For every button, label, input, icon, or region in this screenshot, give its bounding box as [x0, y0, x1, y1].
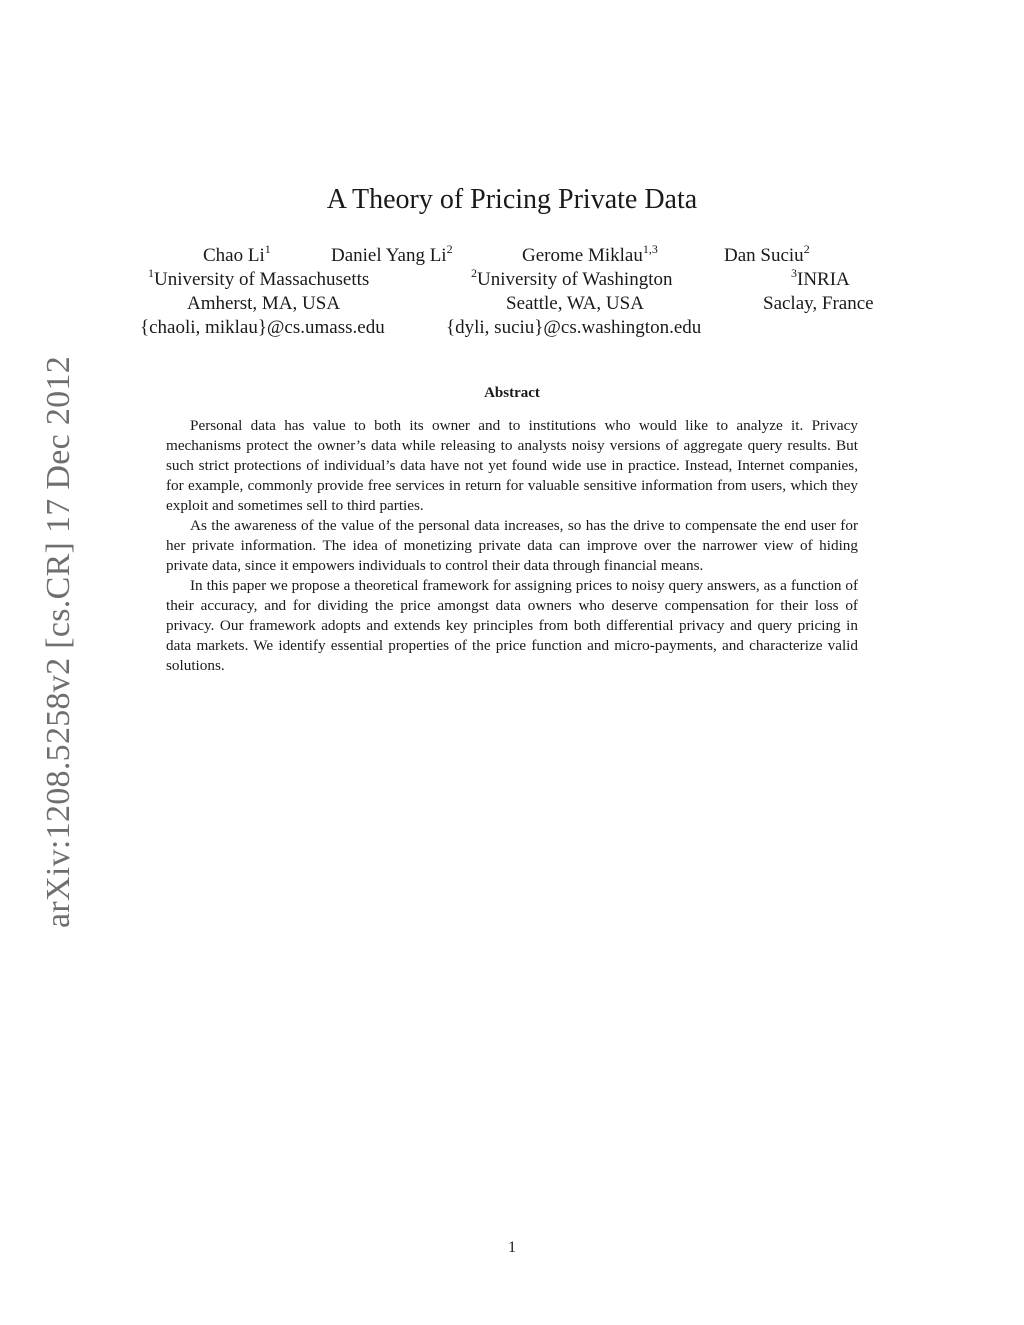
arxiv-identifier: arXiv:1208.5258v2 [cs.CR] 17 Dec 2012 — [40, 355, 77, 928]
author-1: Chao Li$^1$ — [203, 242, 271, 266]
page-number: 1 — [508, 1239, 516, 1256]
abstract-heading: Abstract — [484, 385, 540, 401]
author-2: Daniel Yang Li$^2$ — [331, 242, 453, 266]
author-4: Dan Suciu$^2$ — [724, 242, 810, 266]
abstract-paragraph: Personal data has value to both its owner and to institutions who would like to analyze it. Privacy mechanisms protect the owner’s data while releasing to analysts noisy versions of aggregate query results. But such strict protections of individual’s data have not yet found wide use in practice. Instead, Internet companies, for example, commonly provide free services in return for valuable sensitive information from users, which they exploit and sometimes sell to third parties. — [166, 417, 858, 514]
affiliation-2-email: {dyli, suciu}@cs.washington.edu — [446, 317, 702, 338]
abstract-paragraph: As the awareness of the value of the personal data increases, so has the drive to compensate the end user for her private information. The idea of monetizing private data can improve over the narrower view of hiding private data, since it empowers individuals to control their data through financial means. — [166, 517, 858, 574]
author-3: Gerome Miklau$^{1,3}$ — [522, 242, 658, 266]
abstract-body — [166, 416, 858, 676]
abstract-paragraph: In this paper we propose a theoretical framework for assigning prices to noisy query answers, as a function of their accuracy, and for dividing the price amongst data owners who deserve compensation for their loss of privacy. Our framework adopts and extends key principles from both differential privacy and query pricing in data markets. We identify essential properties of the price function and micro-payments, and characterize valid solutions. — [166, 577, 858, 674]
affiliation-1-name: $^1$University of Massachusetts — [148, 266, 370, 290]
affiliation-2-location: Seattle, WA, USA — [506, 293, 644, 314]
affiliation-1-email: {chaoli, miklau}@cs.umass.edu — [140, 317, 385, 338]
affiliation-1-location: Amherst, MA, USA — [187, 293, 341, 314]
affiliation-3-location: Saclay, France — [763, 293, 874, 314]
paper-title: A Theory of Pricing Private Data — [326, 184, 698, 215]
affiliation-2-name: $^2$University of Washington — [471, 266, 673, 290]
affiliation-3-name: $^3$INRIA — [791, 266, 850, 290]
